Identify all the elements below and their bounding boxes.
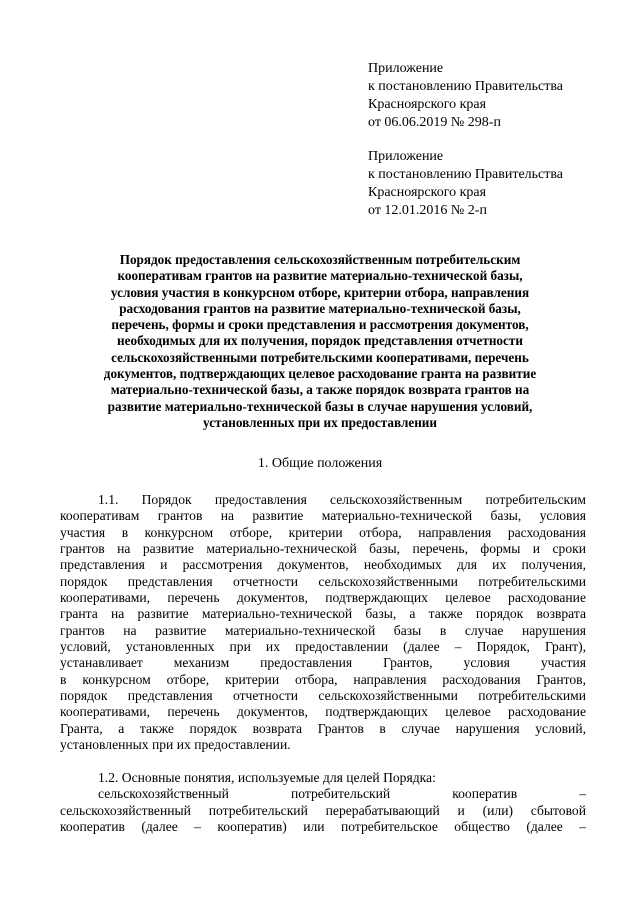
paragraph-line: представления и рассмотрения документов, необходимых для их получения,	[60, 557, 586, 573]
paragraph-line: грантов на развитие материально-технической базы в случае нарушения	[60, 622, 586, 638]
section-heading: 1. Общие положения	[257, 456, 383, 471]
paragraph-line: Гранта, а также порядок возврата Грантов в случае нарушения условий,	[60, 720, 586, 736]
appendix-line: от 06.06.2019 № 298-п	[368, 115, 501, 130]
title-line: материально-технической базы, а также порядок возврата грантов на	[110, 382, 530, 398]
paragraph-line: кооперативами, перечень документов, подтверждающих целевое расходование	[60, 704, 586, 720]
paragraph-line: сельскохозяйственный потребительский перерабатывающий и (или) сбытовой	[60, 802, 586, 818]
paragraph-line: в конкурсном отборе, критерии отбора, направления расходования Грантов,	[60, 671, 586, 687]
title-line: необходимых для их получения, порядок представления отчетности	[117, 333, 523, 349]
title-line: кооперативам грантов на развитие материально-технической базы,	[117, 268, 523, 284]
paragraph-line: устанавливает механизм предоставления Грантов, условия участия	[60, 655, 586, 671]
paragraph-line: грантов на развитие материально-технической базы, перечень, формы и сроки	[60, 541, 586, 557]
appendix-line: Красноярского края	[368, 185, 487, 200]
paragraph-line: сельскохозяйственный потребительский кооператив –	[98, 786, 586, 802]
paragraph-line: 1.2. Основные понятия, используемые для целей Порядка:	[98, 770, 436, 785]
paragraph-line: 1.1. Порядок предоставления сельскохозяйственным потребительским	[98, 492, 586, 507]
title-line: развитие материально-технической базы в случае нарушения условий,	[107, 398, 533, 414]
title-line: Порядок предоставления сельскохозяйственным потребительским	[119, 252, 521, 267]
paragraph-line: гранта на развитие материально-технической базы, а также порядок возврата	[60, 606, 586, 622]
document-title	[60, 252, 580, 431]
appendix-line: Приложение	[368, 149, 444, 164]
appendix-current-amendment	[368, 60, 563, 132]
paragraph-line: условий, установленных при их предоставлении (далее – Порядок, Грант),	[60, 639, 586, 655]
paragraph-line: установленных при их предоставлении.	[60, 737, 291, 753]
appendix-line: к постановлению Правительства	[368, 79, 564, 94]
title-line: установленных при их предоставлении	[203, 414, 437, 430]
appendix-line: Красноярского края	[368, 97, 487, 112]
paragraph-line: порядок представления отчетности сельскохозяйственными потребительскими	[60, 688, 586, 704]
title-line: документов, подтверждающих целевое расходование гранта на развитие	[103, 366, 537, 382]
paragraph-line: кооператив (далее – кооператив) или потребительское общество (далее –	[60, 819, 586, 835]
paragraph-1-1	[60, 492, 586, 754]
title-line: сельскохозяйственными потребительскими кооперативами, перечень	[111, 349, 529, 365]
title-line: расходования грантов на развитие материально-технической базы,	[119, 300, 521, 316]
appendix-original-decree	[368, 148, 563, 220]
appendix-line: Приложение	[368, 61, 444, 76]
paragraph-line: кооперативами, перечень документов, подтверждающих целевое расходование	[60, 590, 586, 606]
title-line: условия участия в конкурсном отборе, критерии отбора, направления	[110, 284, 530, 300]
paragraph-1-2	[60, 770, 586, 835]
appendix-line: к постановлению Правительства	[368, 167, 564, 182]
paragraph-line: порядок представления отчетности сельскохозяйственными потребительскими	[60, 573, 586, 589]
title-line: перечень, формы и сроки представления и рассмотрения документов,	[111, 317, 529, 333]
appendix-line: от 12.01.2016 № 2-п	[368, 203, 487, 218]
paragraph-line: участия в конкурсном отборе, критерии отбора, направления расходования	[60, 524, 586, 540]
paragraph-line: кооперативам грантов на развитие материально-технической базы, условия	[60, 508, 586, 524]
